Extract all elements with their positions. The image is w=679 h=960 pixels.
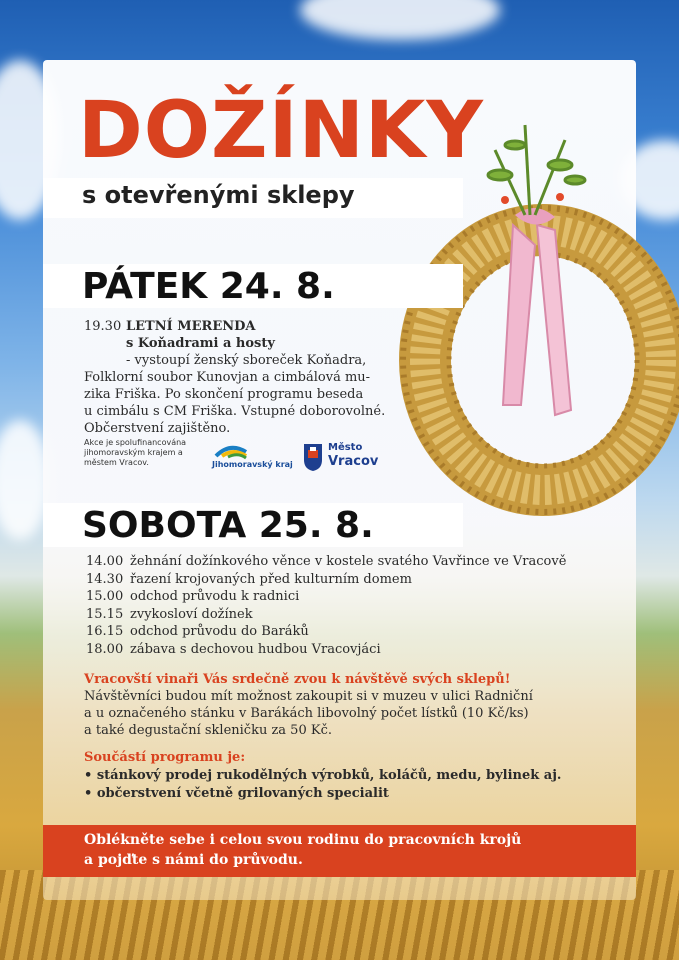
- winemakers-line: a také degustační skleničku za 50 Kč.: [84, 723, 332, 738]
- friday-event-line: u cimbálu s CM Friška. Vstupné doborovolné.: [84, 404, 386, 419]
- poster-title: DOŽÍNKY: [78, 86, 484, 176]
- jihomoravsky-kraj-label: Jihomoravský kraj: [212, 460, 293, 469]
- friday-event-subtitle: s Koňadrami a hosty: [126, 336, 275, 351]
- friday-event-line: - vystoupí ženský sboreček Koňadra,: [126, 353, 367, 368]
- footer-line: Oblékněte sebe i celou svou rodinu do pracovních krojů: [84, 832, 522, 848]
- schedule-time: 15.15: [86, 606, 124, 622]
- program-section: [84, 749, 584, 803]
- program-heading: Součástí programu je:: [84, 750, 246, 765]
- program-item: • občerstvení včetně grilovaných specialit: [84, 786, 389, 801]
- friday-event-line: zika Friška. Po skončení programu beseda: [84, 387, 364, 402]
- schedule-row: [86, 553, 586, 571]
- schedule-text: odchod průvodu do Baráků: [130, 624, 309, 639]
- schedule-row: [86, 641, 586, 659]
- footer-line: a pojďte s námi do průvodu.: [84, 852, 303, 868]
- schedule-row: [86, 606, 586, 624]
- schedule-time: 14.30: [86, 571, 124, 587]
- friday-event-line: Občerstvení zajištěno.: [84, 421, 231, 436]
- mesto-label: Město: [328, 442, 363, 453]
- poster-subtitle: s otevřenými sklepy: [82, 181, 355, 209]
- winemakers-headline: Vracovští vinaři Vás srdečně zvou k návštěvě svých sklepů!: [84, 672, 511, 687]
- schedule-text: odchod průvodu k radnici: [130, 589, 300, 604]
- schedule-time: 16.15: [86, 624, 124, 639]
- saturday-schedule: [86, 553, 586, 658]
- winemakers-invitation: [84, 671, 584, 739]
- schedule-row: [86, 588, 586, 606]
- schedule-time: 18.00: [86, 641, 124, 657]
- schedule-row: [86, 623, 586, 641]
- program-item: • stánkový prodej rukodělných výrobků, koláčů, medu, bylinek aj.: [84, 768, 562, 783]
- winemakers-line: a u označeného stánku v Barákách libovolný počet lístků (10 Kč/ks): [84, 706, 529, 721]
- footer-text: [84, 830, 554, 870]
- schedule-time: 14.00: [86, 554, 124, 569]
- schedule-text: zábava s dechovou hudbou Vracovjáci: [130, 641, 381, 657]
- schedule-text: řazení krojovaných před kulturním domem: [130, 571, 412, 587]
- schedule-time: 15.00: [86, 589, 124, 604]
- winemakers-line: Návštěvníci budou mít možnost zakoupit si v muzeu v ulici Radniční: [84, 689, 533, 704]
- friday-event-title: LETNÍ MERENDA: [126, 319, 256, 334]
- saturday-heading: SOBOTA 25. 8.: [82, 505, 374, 546]
- sponsor-note: Akce je spolufinancována jihomoravským krajem a městem Vracov.: [84, 438, 187, 467]
- schedule-text: zvykosloví dožínek: [130, 606, 253, 622]
- friday-event: [84, 318, 394, 437]
- vracov-label: Vracov: [328, 454, 379, 469]
- friday-event-time: 19.30: [84, 319, 122, 334]
- friday-heading: PÁTEK 24. 8.: [82, 266, 335, 307]
- schedule-row: [86, 571, 586, 589]
- harvest-wreath-image: [395, 105, 679, 525]
- friday-event-line: Folklorní soubor Kunovjan a cimbálová mu-: [84, 370, 371, 385]
- schedule-text: žehnání dožínkového věnce v kostele svatého Vavřince ve Vracově: [130, 554, 567, 569]
